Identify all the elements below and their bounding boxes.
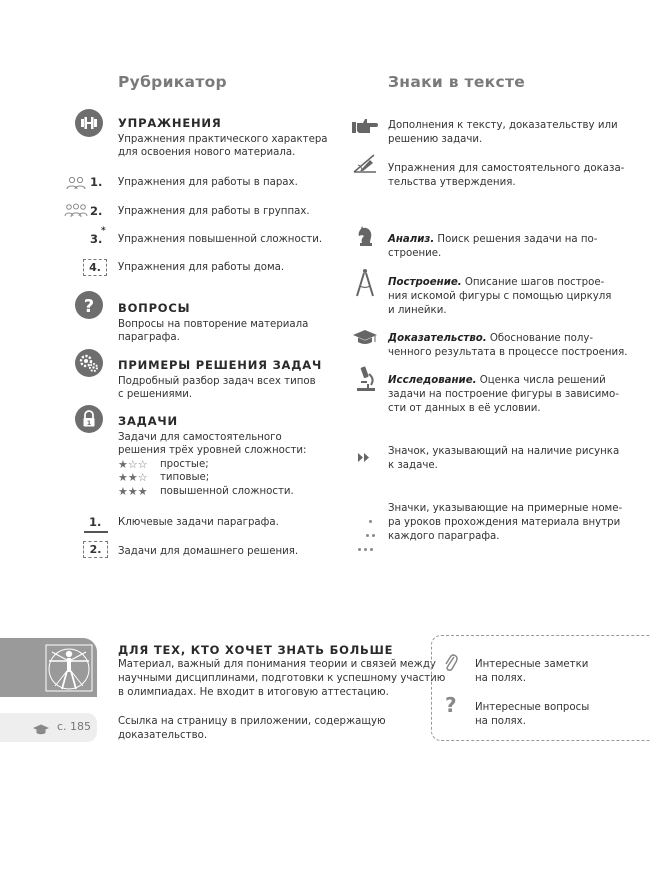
item-1-text: Упражнения для работы в парах. [118,177,298,188]
exercises-desc-2: для освоения нового материала. [118,147,296,158]
proof-text-1: Обоснование полу- [486,333,594,344]
research-line-3: сти от данных в её условии. [388,403,541,414]
self-proof-line-2: тельства утверждения. [388,177,516,188]
three-dots-icon [358,536,376,555]
gears-icon [75,349,103,377]
star-rating-typical: ★★☆ [118,471,148,484]
analysis-term: Анализ. [388,234,435,245]
pairs-icon [66,175,86,194]
question-icon [75,291,103,319]
item-4-number: 4. [83,259,107,276]
lock-icon [75,405,103,433]
item-3-number: 3. [90,232,103,246]
tasks-desc-2: решения трёх уровней сложности: [118,445,307,456]
analysis-line-1 [388,233,597,247]
pencil-angle-icon [352,152,378,178]
additions-line-1: Дополнения к тексту, доказательству или [388,120,618,131]
figure-sign-line-1: Значок, указывающий на наличие рисунка [388,446,620,457]
item-3-text: Упражнения повышенной сложности. [118,234,323,245]
groups-icon [64,203,88,222]
key-task-number: 1. [89,515,102,529]
vitruvian-man-icon [45,644,93,696]
construction-term: Построение. [388,277,462,288]
examples-desc-1: Подробный разбор задач всех типов [118,376,316,387]
more-line-3: в олимпиадах. Не входит в итоговую аттестацию. [118,687,389,698]
compass-icon [354,268,376,302]
more-knowledge-panel [0,638,97,697]
key-task-text: Ключевые задачи параграфа. [118,517,279,528]
tasks-title: ЗАДАЧИ [118,414,178,428]
pointing-hand-icon [352,117,378,139]
level-typical: типовые; [160,472,210,483]
proof-line-1 [388,332,593,346]
item-4-text: Упражнения для работы дома. [118,262,285,273]
margin-notes-line-1: Интересные заметки [475,659,589,670]
level-simple: простые; [160,459,209,470]
questions-title: ВОПРОСЫ [118,301,191,315]
examples-desc-2: с решениями. [118,389,193,400]
item-2-text: Упражнения для работы в группах. [118,206,310,217]
margin-question-icon: ? [445,693,457,717]
construction-line-1 [388,276,604,290]
self-proof-line-1: Упражнения для самостоятельного доказа- [388,163,625,174]
margin-questions-line-2: на полях. [475,716,526,727]
home-task-text: Задачи для домашнего решения. [118,546,299,557]
page-ref-tag [0,713,97,742]
figure-sign-line-2: к задаче. [388,460,438,471]
graduation-cap-icon [352,330,378,350]
research-term: Исследование. [388,375,477,386]
more-title: ДЛЯ ТЕХ, КТО ХОЧЕТ ЗНАТЬ БОЛЬШЕ [118,643,394,657]
exercises-desc-1: Упражнения практического характера [118,134,328,145]
questions-desc-2: параграфа. [118,332,180,343]
margin-questions-line-1: Интересные вопросы [475,702,590,713]
analysis-text-1: Поиск решения задачи на по- [434,234,598,245]
construction-text-1: Описание шагов построе- [461,277,605,288]
item-1-number: 1. [90,175,103,189]
lesson-marks-line-1: Значки, указывающие на примерные номе- [388,503,623,514]
page-ref-line-1: Ссылка на страницу в приложении, содержащую [118,716,386,727]
lesson-marks-line-2: ра уроков прохождения материала внутри [388,517,621,528]
paperclip-icon [444,652,458,676]
additions-line-2: решению задачи. [388,134,483,145]
questions-desc-1: Вопросы на повторение материала [118,319,309,330]
chess-knight-icon [356,226,376,252]
item-3-asterisk: * [101,226,106,236]
svg-text:?: ? [83,296,95,317]
rubricator-heading: Рубрикатор [118,73,227,91]
construction-line-3: и линейки. [388,305,447,316]
examples-title: ПРИМЕРЫ РЕШЕНИЯ ЗАДАЧ [118,358,323,372]
page-ref-cap-icon [32,721,50,740]
research-line-1 [388,374,606,388]
item-2-number: 2. [90,204,103,218]
home-task-number: 2. [83,541,108,558]
analysis-line-2: строение. [388,248,442,259]
research-text-1: Оценка числа решений [476,375,606,386]
proof-term: Доказательство. [388,333,487,344]
fast-forward-icon [358,447,370,466]
page-ref-label: с. 185 [57,720,92,733]
more-line-2: научными дисциплинами, подготовки к успешному участию [118,673,446,684]
star-rating-simple: ★☆☆ [118,458,148,471]
page-ref-line-2: доказательство. [118,730,208,741]
margin-notes-line-2: на полях. [475,673,526,684]
proof-line-2: ченного результата в процессе построения. [388,347,628,358]
more-line-1: Материал, важный для понимания теории и связей между [118,659,436,670]
star-rating-hard: ★★★ [118,485,148,498]
margin-notes-box [431,635,650,741]
exercises-icon [75,109,103,137]
svg-text:1: 1 [86,419,92,427]
microscope-icon [355,366,377,396]
lesson-marks-line-3: каждого параграфа. [388,531,500,542]
tasks-desc-1: Задачи для самостоятельного [118,432,282,443]
text-signs-heading: Знаки в тексте [388,73,526,91]
key-task-underline [84,531,108,533]
level-hard: повышенной сложности. [160,486,294,497]
exercises-title: УПРАЖНЕНИЯ [118,116,222,130]
research-line-2: задачи на построение фигуры в зависимо- [388,389,619,400]
construction-line-2: ния искомой фигуры с помощью циркуля [388,291,612,302]
